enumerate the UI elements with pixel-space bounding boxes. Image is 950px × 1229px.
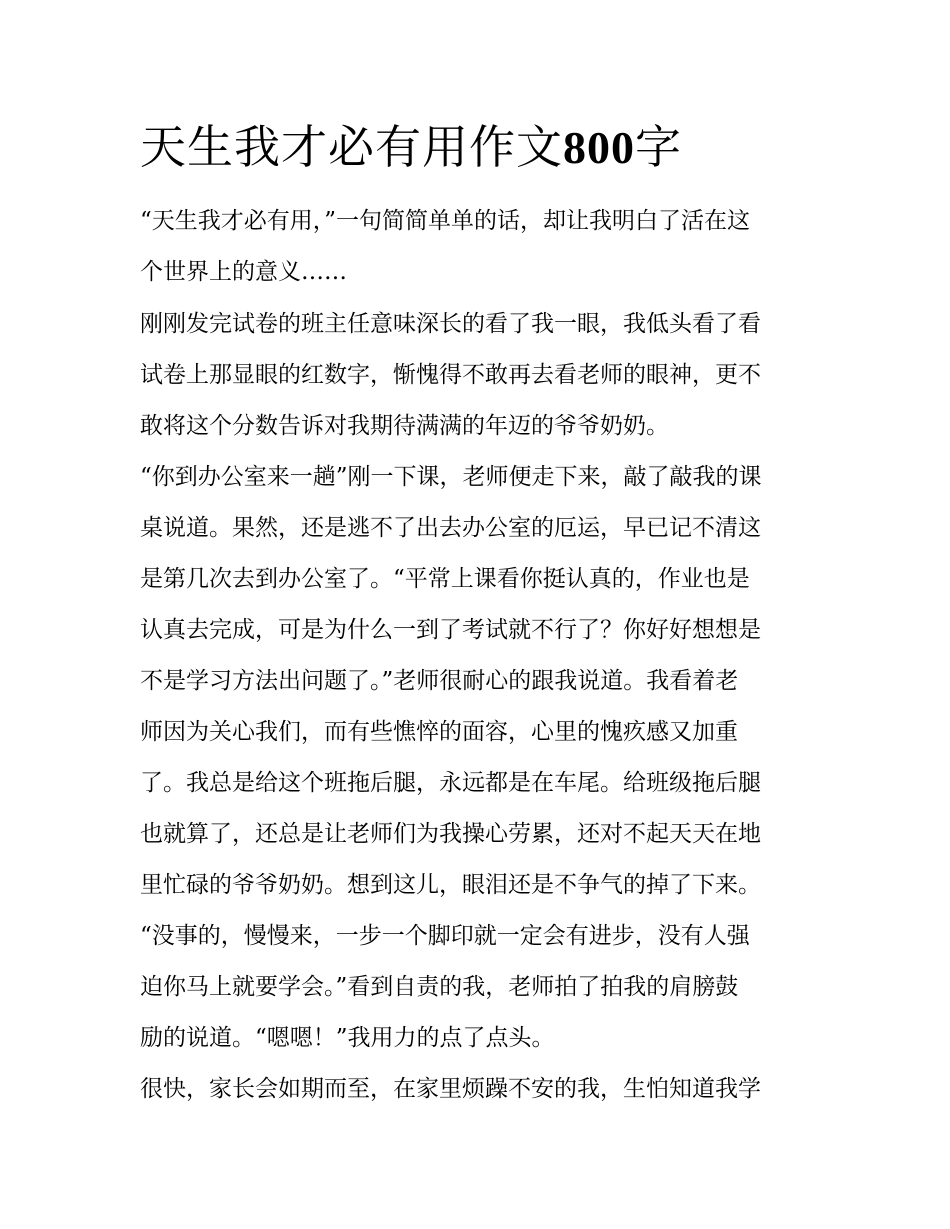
- document-title: [140, 112, 682, 183]
- title-number: 800: [563, 122, 635, 173]
- text-line: 桌说道。果然，还是逃不了出去办公室的厄运，早已记不清这: [140, 515, 761, 541]
- text-line: 里忙碌的爷爷奶奶。想到这儿，眼泪还是不争气的掉了下来。: [140, 872, 761, 898]
- text-line: 个世界上的意义……: [140, 259, 347, 285]
- text-line: 不是学习方法出问题了。”老师很耐心的跟我说道。我看着老: [140, 668, 739, 694]
- text-line: 也就算了，还总是让老师们为我操心劳累，还对不起天天在地: [140, 821, 761, 847]
- text-line: 试卷上那显眼的红数字，惭愧得不敢再去看老师的眼神，更不: [140, 362, 761, 388]
- text-line: “没事的，慢慢来，一步一个脚印就一定会有进步，没有人强: [140, 923, 750, 949]
- text-line: 是第几次去到办公室了。“平常上课看你挺认真的，作业也是: [140, 566, 750, 592]
- text-line: “天生我才必有用，”一句简简单单的话，却让我明白了活在这: [140, 208, 751, 234]
- text-line: 迫你马上就要学会。”看到自责的我，老师拍了拍我的肩膀鼓: [140, 974, 739, 1000]
- title-text: 天生我才必有用作文: [140, 120, 563, 174]
- text-line: 刚刚发完试卷的班主任意味深长的看了我一眼，我低头看了看: [140, 311, 761, 337]
- text-line: 了。我总是给这个班拖后腿，永远都是在车尾。给班级拖后腿: [140, 770, 761, 796]
- text-line: 很快，家长会如期而至，在家里烦躁不安的我，生怕知道我学: [140, 1076, 761, 1102]
- text-line: 师因为关心我们，而有些憔悴的面容，心里的愧疚感又加重: [140, 719, 738, 745]
- text-line: 励的说道。“嗯嗯！”我用力的点了点头。: [140, 1025, 555, 1051]
- title-suffix: 字: [635, 120, 682, 174]
- text-line: 敢将这个分数告诉对我期待满满的年迈的爷爷奶奶。: [140, 413, 669, 439]
- text-line: 认真去完成，可是为什么一到了考试就不行了？你好好想想是: [140, 617, 761, 643]
- text-line: “你到办公室来一趟”刚一下课，老师便走下来，敲了敲我的课: [140, 464, 762, 490]
